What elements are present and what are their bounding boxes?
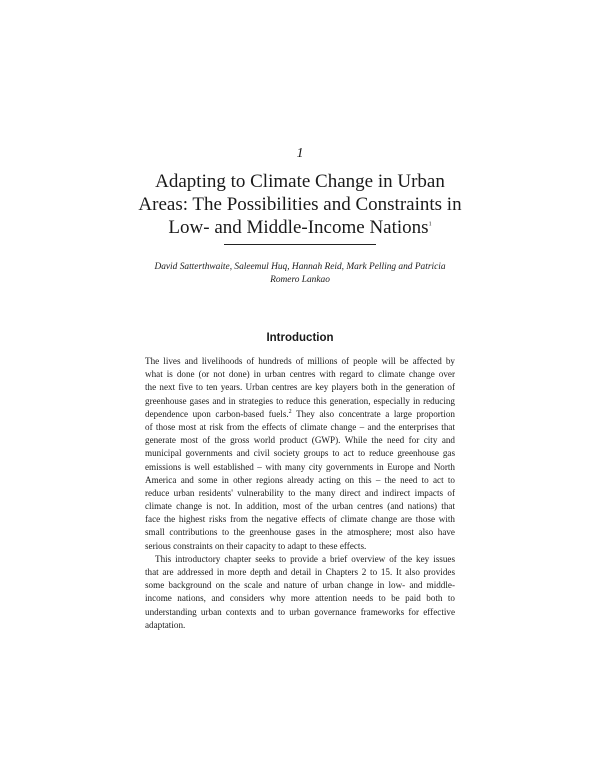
paragraph-line: some background on the scale and nature of urban change in low- and middle-: [145, 580, 455, 591]
paragraph-line: that are addressed in more depth and detail in Chapters 2 to 15. It also provides: [145, 567, 455, 577]
chapter-title-line: Adapting to Climate Change in Urban: [155, 171, 445, 192]
paragraph-line: generate most of the gross world product (GWP). While the need for city and: [145, 435, 455, 446]
author-list: [110, 261, 490, 287]
paragraph-line: understanding urban contexts and to urban governance frameworks for effective: [145, 606, 455, 617]
paragraph-line: income nations, and considers why more attention needs to be paid both to: [145, 593, 455, 604]
body-text: [145, 355, 455, 632]
section-heading: Introduction: [266, 332, 334, 344]
paragraph-line: what is done (or not done) in urban centres with regard to climate change over: [145, 369, 455, 380]
author-line: Romero Lankao: [270, 275, 330, 285]
paragraph-line: face the highest risks from the negative effects of climate change are those with: [145, 514, 455, 525]
paragraph-line: the next five to ten years. Urban centres are key players both in the generation of: [145, 382, 455, 393]
paragraph-line: greenhouse gases and in strategies to reduce this generation, especially in reducing: [145, 395, 455, 406]
paragraph-line: serious constraints on their capacity to adapt to these effects.: [145, 540, 367, 551]
paragraph-line: small contributions to the greenhouse gases in the atmosphere; most also have: [145, 527, 455, 538]
paragraph-line: reduce urban residents' vulnerability to the many direct and indirect impacts of: [145, 487, 455, 498]
paragraph-line: The lives and livelihoods of hundreds of millions of people will be affected by: [145, 356, 455, 366]
chapter-title: [100, 170, 500, 239]
paragraph-line: America and some in other regions already acting on this – the need to act to: [145, 474, 455, 485]
chapter-title-line: Areas: The Possibilities and Constraints in: [138, 194, 462, 215]
title-footnote-marker[interactable]: 1: [428, 221, 432, 228]
paragraph-line-text: dependence upon carbon-based fuels.: [145, 408, 289, 419]
paragraph-line: municipal governments and civil society groups to act to reduce greenhouse gas: [145, 448, 455, 459]
paragraph-line: This introductory chapter seeks to provide a brief overview of the key issues: [155, 553, 455, 564]
paragraph-line: emissions is well established – with many city governments in Europe and North: [145, 461, 455, 472]
paragraph-line: adaptation.: [145, 619, 186, 630]
chapter-number: 1: [296, 146, 304, 161]
paragraph-line: of those most at risk from the effects of climate change – and the enterprises that: [145, 421, 455, 432]
chapter-title-line-text: Low- and Middle-Income Nations: [168, 217, 429, 238]
title-divider: [224, 244, 376, 245]
chapter-title-line: [100, 216, 500, 239]
footnote-marker[interactable]: 2: [288, 408, 292, 415]
author-line: David Satterthwaite, Saleemul Huq, Hannah Reid, Mark Pelling and Patricia: [154, 262, 446, 272]
paragraph-line-text: They also concentrate a large proportion: [296, 408, 455, 419]
paragraph-line: climate change is not. In addition, most of the urban centres (and nations) that: [145, 501, 455, 512]
paragraph-line: [145, 408, 455, 421]
